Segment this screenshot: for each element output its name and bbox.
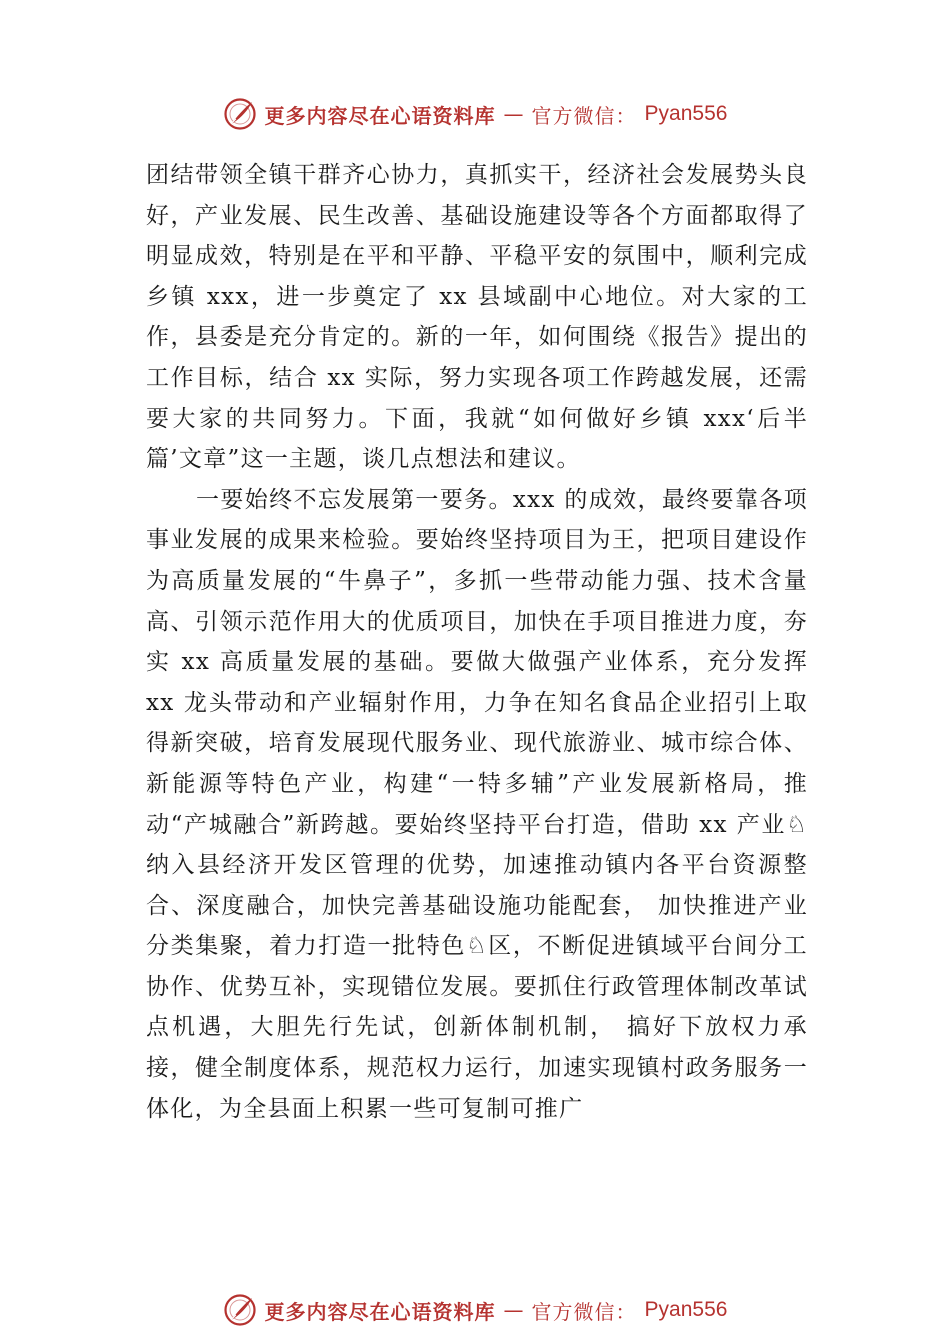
- watermark-brand-text: 更多内容尽在心语资料库: [264, 1299, 496, 1324]
- quill-logo-icon: [223, 97, 257, 131]
- header-watermark: [0, 92, 950, 136]
- document-body: [146, 155, 808, 1129]
- watermark-wechat-id: Pyan556: [644, 102, 728, 125]
- quill-logo-icon: [223, 1293, 257, 1327]
- body-paragraph: 团结带领全镇干群齐心协力，真抓实干，经济社会发展势头良好，产业发展、民生改善、基础设施建设等各个方面都取得了明显成效，特别是在平和平静、平稳平安的氛围中，顺利完成乡镇 xxx，进一步奠定了 xx 县域副中心地位。对大家的工作，县委是充分肯定的。新的一年，如何围绕《报告》提出的工作目标，结合 xx 实际，努力实现各项工作跨越发展，还需要大家的共同努力。下面，我就“如何做好乡镇 xxx‘后半篇’文章”这一主题，谈几点想法和建议。: [146, 162, 808, 473]
- watermark-wechat-label: 官方微信：: [531, 103, 637, 128]
- watermark-brand-text: 更多内容尽在心语资料库: [264, 103, 496, 128]
- body-paragraph: 一要始终不忘发展第一要务。xxx 的成效，最终要靠各项事业发展的成果来检验。要始终坚持项目为王，把项目建设作为高质量发展的“牛鼻子”，多抓一些带动能力强、技术含量高、引领示范作用大的优质项目，加快在手项目推进力度，夯实 xx 高质量发展的基础。要做大做强产业体系，充分发挥 xx 龙头带动和产业辐射作用，力争在知名食品企业招引上取得新突破，培育发展现代服务业、现代旅游业、城市综合体、新能源等特色产业，构建“一特多辅”产业发展新格局，推动“产城融合”新跨越。要始终坚持平台打造，借助 xx 产业♘纳入县经济开发区管理的优势，加速推动镇内各平台资源整合、深度融合，加快完善基础设施功能配套， 加快推进产业分类集聚，着力打造一批特色♘区，不断促进镇域平台间分工协作、优势互补，实现错位发展。要抓住行政管理体制改革试点机遇，大胆先行先试，创新体制机制， 搞好下放权力承接，健全制度体系，规范权力运行，加速实现镇村政务服务一体化，为全县面上积累一些可复制可推广: [146, 486, 808, 1122]
- watermark-wechat-label: 官方微信：: [531, 1299, 637, 1324]
- footer-watermark: [0, 1288, 950, 1332]
- watermark-wechat-id: Pyan556: [644, 1298, 728, 1321]
- watermark-separator: —: [503, 102, 524, 126]
- watermark-separator: —: [503, 1298, 524, 1322]
